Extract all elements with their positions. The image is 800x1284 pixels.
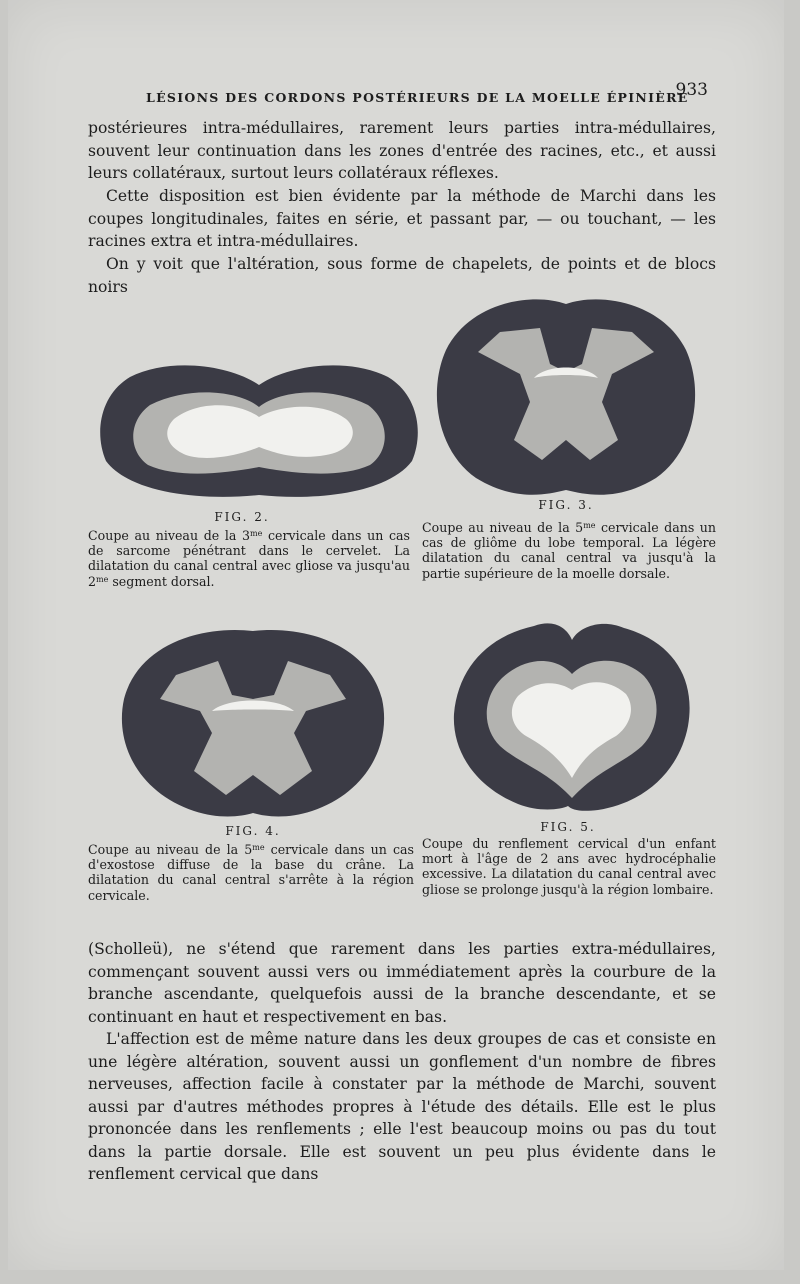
figure-3-label: FIG. 3.	[538, 498, 594, 512]
figure-2-spinal-section	[90, 355, 428, 503]
running-title: LÉSIONS DES CORDONS POSTÉRIEURS DE LA MOELLE ÉPINIÈRE	[146, 90, 689, 105]
figure-5-caption: Coupe du renflement cervical d'un enfant mort à l'âge de 2 ans avec hydrocéphalie excessive. La dilatation du canal central avec gliose se prolonge jusqu'à la région lombaire.	[422, 836, 716, 897]
figure-2-caption: Coupe au niveau de la $3^{me}$ cervicale dans un cas de sarcome pénétrant dans le cervelet. La dilatation du canal central avec gliose va jusqu'au $2^{me}$ segment dorsal.	[88, 528, 410, 589]
book-page	[8, 0, 784, 1270]
paragraph-continuation: postérieures intra-médullaires, rarement leurs parties intra-médullaires, souvent leur continuation dans les zones d'entrée des racines, etc., et aussi leurs collatéraux, surtout leurs collatéraux réflexes.	[88, 119, 716, 182]
figure-4-label: FIG. 4.	[225, 824, 281, 838]
page-header	[86, 80, 716, 106]
figure-4-caption: Coupe au niveau de la $5^{me}$ cervicale dans un cas d'exostose diffuse de la base du crâne. La dilatation du canal central s'arrête à la région cervicale.	[88, 842, 414, 903]
paragraph-alteration-start: On y voit que l'altération, sous forme de chapelets, de points et de blocs noirs	[88, 255, 716, 296]
figure-3-caption: Coupe au niveau de la $5^{me}$ cervicale dans un cas de gliôme du lobe temporal. La légère dilatation du canal central va jusqu'à la partie supérieure de la moelle dorsale.	[422, 520, 716, 581]
figure-5-label: FIG. 5.	[540, 820, 596, 834]
paragraph-scholleu: (Scholleü), ne s'étend que rarement dans les parties extra-médullaires, commençant souvent aussi vers ou immédiatement après la courbure de la branche ascendante, quelquefois aussi de la branche descendante, et se continuant en haut et respectivement en bas.	[88, 940, 716, 1026]
paragraph-affection: L'affection est de même nature dans les deux groupes de cas et consiste en une légère altération, souvent aussi un gonflement d'un nombre de fibres nerveuses, affection facile à constater par la méthode de Marchi, souvent aussi par d'autres méthodes propres à l'étude des détails. Elle est le plus prononcée dans les renflements ; elle l'est beaucoup moins ou pas du tout dans la partie dorsale. Elle est souvent un peu plus évidente dans le renflement cervical que dans	[88, 1030, 716, 1183]
figure-2-label: FIG. 2.	[214, 510, 270, 524]
figure-4-spinal-section	[116, 625, 390, 821]
page-number: 933	[675, 80, 708, 100]
figure-5-spinal-section	[448, 618, 696, 814]
figure-3-spinal-section	[430, 290, 702, 500]
paragraph-marchi-method: Cette disposition est bien évidente par la méthode de Marchi dans les coupes longitudinales, faites en série, et passant par, — ou touchant, — les racines extra et intra-médullaires.	[88, 187, 716, 250]
